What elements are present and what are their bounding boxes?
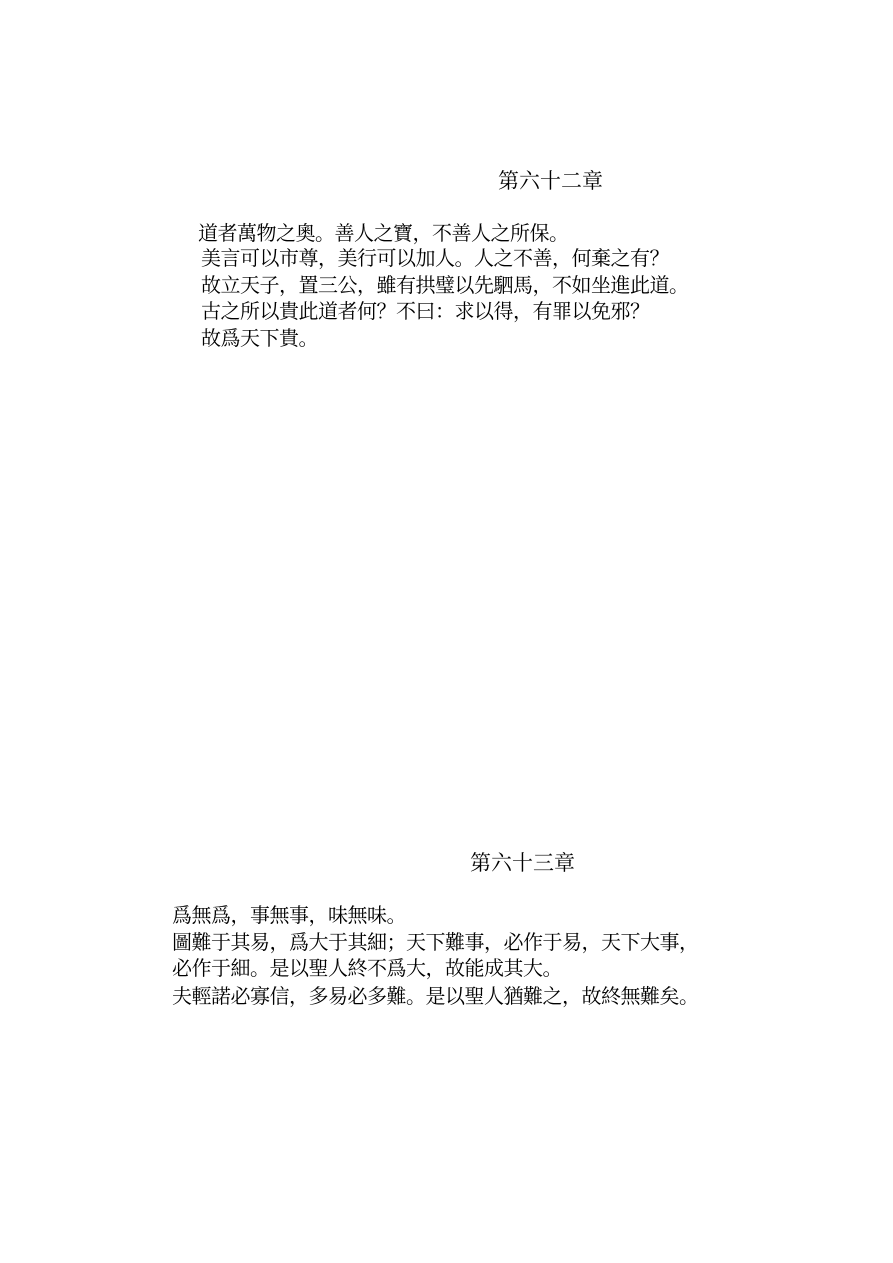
text-line: 夫輕諾必寡信，多易必多難。是以聖人猶難之，故終無難矣。 (172, 984, 699, 1008)
text-line: 古之所以貴此道者何？不曰：求以得，有罪以免邪？ (201, 299, 650, 323)
text-line: 必作于細。是以聖人終不爲大，故能成其大。 (172, 956, 562, 980)
text-line: 圖難于其易，爲大于其細；天下難事，必作于易，天下大事， (172, 930, 699, 954)
text-line: 道者萬物之奧。善人之寶，不善人之所保。 (198, 221, 569, 245)
text-line: 故爲天下貴。 (201, 326, 318, 350)
chapter-title: 第六十三章 (470, 851, 575, 875)
text-line: 美言可以市尊，美行可以加人。人之不善，何棄之有？ (201, 246, 669, 270)
text-line: 爲無爲，事無事，味無味。 (172, 903, 406, 927)
chapter-title: 第六十二章 (498, 169, 603, 193)
text-line: 故立天子，置三公，雖有拱璧以先駟馬，不如坐進此道。 (201, 273, 689, 297)
